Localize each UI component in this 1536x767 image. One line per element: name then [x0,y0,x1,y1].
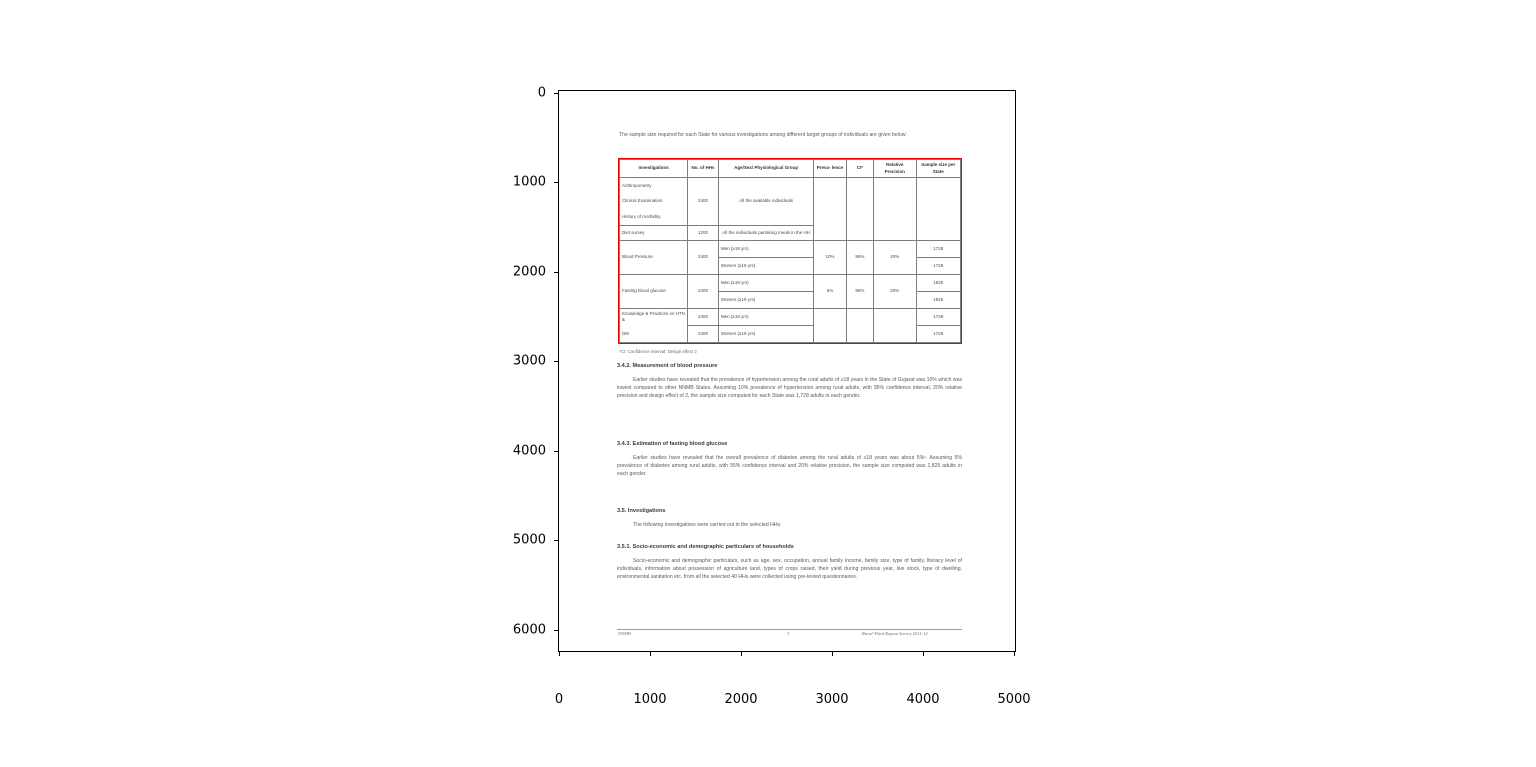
section-heading-351: 3.5.1. Socio-economic and demographic particulars of households [617,544,794,550]
cell-precision: 20% [874,241,917,275]
x-tick-label-0: 0 [554,692,564,707]
cell-ci [846,178,873,241]
cell-group: Women (≥18 yrs) [718,292,813,309]
table-col-hhs: No. of HHs [688,160,719,178]
table-row [620,275,961,292]
cell-group: Men (≥18 yrs) [718,275,813,292]
cell-investigation: Blood Pressure [620,241,688,275]
y-tick-label-1000: 1000 [512,174,546,190]
x-tick-mark [832,652,833,656]
cell-hhs: 2400 [688,194,719,210]
cell-group: Men (≥18 yrs) [718,309,813,326]
table-col-group: Age/Sex/ Physiological Group [718,160,813,178]
cell-hhs: 2400 [688,241,719,275]
x-tick-mark [650,652,651,656]
cell-sample [916,178,960,241]
footer-right: Rural-Third Repeat Survey 2011-12 [862,631,928,636]
cell-ci [846,309,873,343]
cell-prevalence [814,178,846,241]
cell-investigation: DM [620,326,688,343]
cell-prevalence: 5% [814,275,846,309]
cell-group: All the individuals partaking meals in the HH [718,226,813,241]
section-body-35: The following investigations were carried out in the selected HHs: [633,522,782,528]
table-col-precision: Relative Precision [874,160,917,178]
sample-size-table [618,158,962,344]
table-row [620,178,961,194]
x-tick-label-2000: 2000 [724,692,758,707]
cell-investigation: Clinical Examination [620,194,688,210]
cell-investigation: Knowledge & Practices on HTN & [620,309,688,326]
cell-investigation: Diet survey [620,226,688,241]
table-row [620,241,961,258]
cell-group-merged: All the available individuals [718,178,813,226]
x-tick-mark [741,652,742,656]
footer-page-number: 3 [787,631,790,636]
footer-divider [617,629,962,630]
cell-sample: 1728 [916,326,960,343]
y-tick-label-3000: 3000 [512,353,546,369]
y-tick-label-0: 0 [537,85,546,101]
table-footnote: *CI: Confidence interval; Design effect 2 [619,349,697,354]
section-heading-342: 3.4.2. Measurement of blood pressure [617,363,718,369]
document-page-image [558,90,1016,652]
y-tick-label-4000: 4000 [512,443,546,459]
cell-investigation: Anthropometry [620,178,688,194]
table-col-sample: Sample size per State [916,160,960,178]
cell-sample: 1728 [916,241,960,258]
footer-left: NNMB [618,631,631,636]
y-tick-label-5000: 5000 [512,532,546,548]
intro-paragraph: The sample size required for each State for various investigations among different target groups of individuals are given below: [619,132,907,138]
cell-sample: 1728 [916,309,960,326]
cell-prevalence [814,309,846,343]
x-tick-label-5000: 5000 [997,692,1031,707]
cell-ci: 95% [846,241,873,275]
cell-hhs [688,178,719,194]
cell-precision [874,178,917,241]
cell-group: Men (≥18 yrs) [718,241,813,258]
cell-group: Women (≥18 yrs) [718,326,813,343]
section-body-342: Earlier studies have revealed that the prevalence of hypertension among the rural adults of ≥18 years in the State of Gujarat was 10% which was lowest compared to other NNMB States. Assuming 10% prevalence of hypertension among rural adults, with 95% confidence interval, 20% relative precision and design effect of 2, the sample size computed for each State was 1,728 adults in each gender. [617,377,963,400]
x-tick-mark [923,652,924,656]
x-tick-mark [559,652,560,656]
cell-sample: 1728 [916,258,960,275]
section-heading-35: 3.5. Investigations [617,508,666,514]
cell-ci: 95% [846,275,873,309]
x-tick-label-4000: 4000 [906,692,940,707]
table-col-ci: CI* [846,160,873,178]
y-tick-label-6000: 6000 [512,622,546,638]
table-col-prevalence: Preva- lence [814,160,846,178]
cell-hhs: 2400 [688,309,719,326]
cell-investigation: Fasting blood glucose [620,275,688,309]
cell-group: Women (≥18 yrs) [718,258,813,275]
x-tick-label-3000: 3000 [815,692,849,707]
cell-hhs: 1200 [688,226,719,241]
y-tick-label-2000: 2000 [512,264,546,280]
table-row [620,309,961,326]
cell-hhs [688,210,719,226]
cell-precision: 20% [874,275,917,309]
cell-hhs: 2400 [688,275,719,309]
cell-sample: 1825 [916,275,960,292]
table-header-row [620,160,961,178]
section-body-343: Earlier studies have revealed that the overall prevalence of diabetes among the rural adults of ≥18 years was about 5%¹. Assuming 5% prevalence of diabetes among rural adults, with 95% confidence interval and 20% relative precision, the sample size computed was 1,825 adults in each gender. [617,455,962,478]
cell-investigation: History of morbidity [620,210,688,226]
section-heading-343: 3.4.3. Estimation of fasting blood glucose [617,441,728,447]
cell-sample: 1825 [916,292,960,309]
table-col-investigations: Investigations [620,160,688,178]
section-body-351: Socio-economic and demographic particulars, such as age, sex, occupation, annual family income, family size, type of family, literacy level of individuals, information about possession of agriculture land, types of crops raised, their yield during previous year, live stock, type of dwelling, environmental sanitation etc. from all the selected 40 HHs were collected using pre-tested questionnaires. [617,558,962,581]
x-tick-mark [1014,652,1015,656]
cell-precision [874,309,917,343]
x-tick-label-1000: 1000 [633,692,667,707]
cell-hhs: 2400 [688,326,719,343]
cell-prevalence: 10% [814,241,846,275]
